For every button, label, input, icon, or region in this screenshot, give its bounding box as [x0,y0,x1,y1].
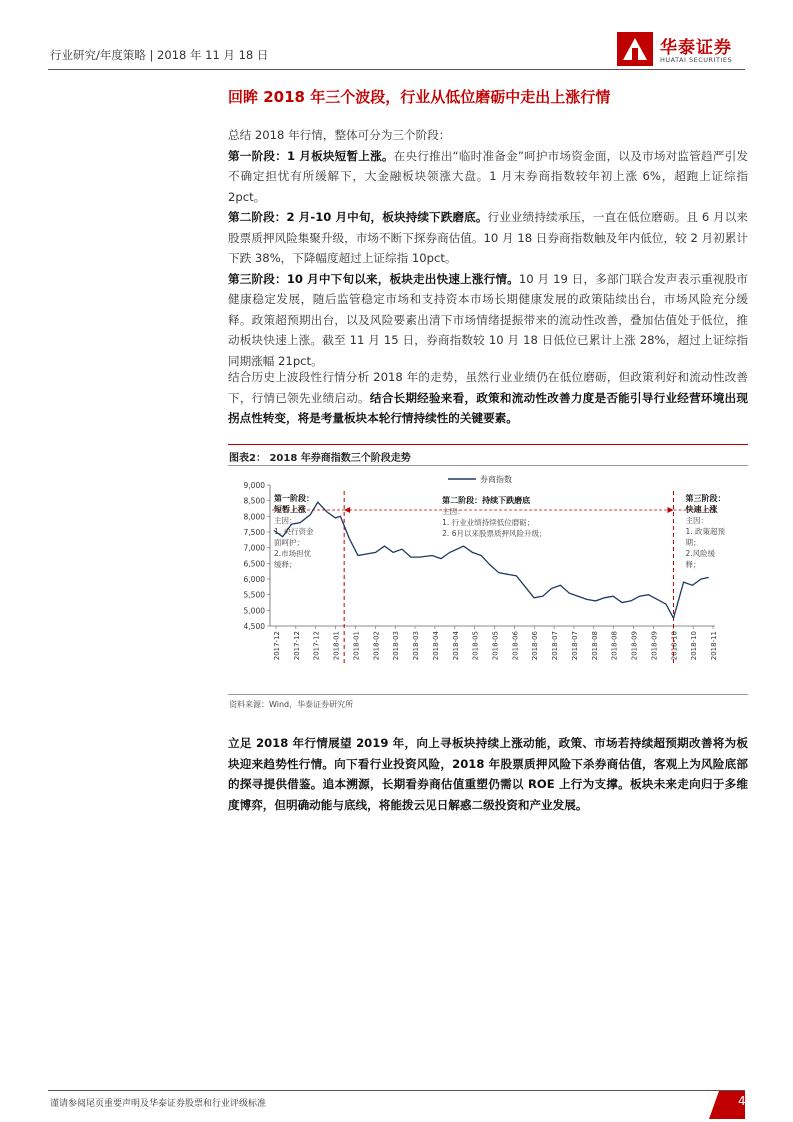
summary-bold: 结合长期经验来看，政策和流动性改善力度是否能引导行业经营环境出现拐点性转变，将是考量板块本轮行情持续性的关键要素。 [228,390,748,425]
y-tick-label: 8,500 [243,496,265,506]
logo-name: 华泰证券 [660,38,732,58]
x-tick-label: 2017-12 [312,631,321,661]
stage3-text [228,269,748,372]
annotation-2-title: 第二阶段：持续下跌磨底 [442,496,531,505]
annotation-1-line: 缓释； [274,560,297,569]
arrow-head-right [668,507,674,513]
broker-index-chart [228,468,748,690]
footer-divider [48,1090,745,1091]
y-tick-label: 6,500 [243,559,265,569]
stage1-body: 在央行推出“临时准备金”呵护市场资金面，以及市场对监管趋严引发不确定担忧有所缓解下，大金融板块领涨大盘。1 月末券商指数较年初上涨 6%，超跑上证综指 2pct。 [228,148,748,204]
annotation-1-line: 面呵护； [274,538,304,547]
x-tick-label: 2018-07 [551,631,560,661]
arrow-head-left [344,507,350,513]
annotation-3-title2: 快速上涨 [685,505,718,514]
summary-body: 结合历史上波段性行情分析 2018 年的走势，虽然行业业绩仍在低位磨砺，但政策利好和流动性改善下，行情已领先业绩启动。 [228,370,748,405]
annotation-3-title: 第三阶段： [685,494,726,503]
figure-bottom-rule [228,694,748,695]
figure-title: 图表2： 2018 年券商指数三个阶段走势 [229,453,411,464]
summary-paragraph [228,367,748,429]
annotation-1-title: 第一阶段： [274,494,314,503]
stage2-body: 行业业绩持续承压，一直在低位磨砺。且 6 月以来股票质押风险集聚升级，市场不断下探券商估值。10 月 18 日券商指数触及年内低位，较 2 月初累计下跌 38%，下降幅度超过上证综指 10pct。 [228,210,749,265]
section-title: 回眸 2018 年三个波段，行业从低位磨砺中走出上涨行情 [228,88,611,106]
y-tick-label: 4,500 [243,622,265,631]
x-tick-label: 2018-08 [610,631,619,661]
y-tick-label: 8,000 [243,512,265,522]
annotation-2-line: 2. 6月以来股票质押风险升级； [442,529,547,538]
annotation-3-line: 期； [685,538,701,547]
x-tick-label: 2018-01 [332,631,341,661]
annotation-3-line: 1. 政策超预 [685,527,726,536]
x-tick-label: 2018-06 [511,631,520,661]
x-tick-label: 2018-09 [630,631,639,661]
header-divider [48,69,745,70]
stage2-heading: 第二阶段：2 月-10 月中旬，板块持续下跌磨底。 [228,210,488,224]
y-tick-label: 5,000 [243,606,265,616]
x-tick-label: 2017-12 [273,631,281,661]
y-tick-label: 6,000 [243,575,265,584]
y-tick-label: 7,000 [243,543,265,553]
stage1-text [228,146,748,208]
y-tick-label: 9,000 [243,481,265,490]
x-tick-label: 2018-10 [690,631,699,661]
stage2-text [228,207,748,269]
stage3-heading: 第三阶段：10 月中下旬以来，板块走出快速上涨行情。 [228,271,519,286]
figure-source: 资料来源：Wind，华泰证券研究所 [229,700,354,709]
x-tick-label: 2018-05 [471,631,480,661]
y-tick-label: 5,500 [243,590,265,600]
logo-en: HUATAI SECURITIES [660,56,733,64]
annotation-1-line: 1. 央行资金 [274,527,314,536]
annotation-2-line: 1. 行业业绩持续低位磨砺； [442,518,535,527]
x-tick-label: 2018-05 [491,631,500,661]
annotation-1-line: 主因： [274,516,297,525]
x-tick-label: 2018-04 [451,631,460,661]
x-tick-label: 2018-09 [650,631,659,661]
x-tick-label: 2018-04 [431,631,440,661]
header-breadcrumb: 行业研究/年度策略 | 2018 年 11 月 18 日 [50,48,269,62]
x-tick-label: 2018-03 [412,631,421,661]
page-number: 4 [738,1094,746,1108]
x-tick-label: 2018-10 [670,631,679,661]
y-tick-label: 7,500 [243,528,265,537]
annotation-1-title2: 短暂上涨 [274,505,306,514]
annotation-1-line: 2.市场担忧 [274,549,312,558]
x-tick-label: 2018-01 [352,631,361,661]
x-tick-label: 2018-08 [590,631,599,661]
x-tick-label: 2018-03 [392,631,401,661]
figure-mid-rule [228,465,748,466]
footer-disclaimer: 谨请参阅尾页重要声明及华泰证券股票和行业评级标准 [50,1099,267,1109]
legend-label: 券商指数 [480,475,512,484]
stages-paragraph [228,125,748,371]
stage1-heading: 第一阶段：1 月板块短暂上涨。 [228,148,394,163]
annotation-3-line: 2.风险缓 [685,549,716,558]
x-tick-label: 2018-02 [372,631,381,661]
figure-top-rule [228,444,748,445]
x-tick-label: 2018-06 [531,631,540,661]
annotation-3-line: 释； [685,560,701,569]
x-tick-label: 2018-11 [710,631,718,661]
x-tick-label: 2017-12 [292,631,301,661]
x-tick-label: 2018-07 [570,631,579,661]
annotation-3-line: 主因： [685,516,709,525]
conclusion-paragraph: 立足 2018 年行情展望 2019 年，向上寻板块持续上涨动能，政策、市场若持续超预期改善将为板块迎来趋势性行情。向下看行业投资风险，2018 年股票质押风险下杀券商估值，客观上为风险底部的探寻提供借鉴。追本溯源，长期看券商估值重塑仍需以 ROE 上行为支撑。板块未来走向归于多维度博弈，但明确动能与底线，将能拨云见日解惑二级投资和产业发展。 [228,736,748,812]
intro-text: 总结 2018 年行情，整体可分为三个阶段： [228,128,451,142]
stage3-body: 10 月 19 日，多部门联合发声表示重视股市健康稳定发展，随后监管稳定市场和支持资本市场长期健康发展的政策陆续出台，市场风险充分缓释。政策超预期出台，以及风险要素出清下市场情绪提振带来的流动性改善，叠加估值处于低位，推动板块快速上涨。截至 11 月 15 日，券商指数较 10 月 18 日低位已累计上涨 28%，超过上证综指同期涨幅 21pct。 [228,271,748,368]
annotation-2-line: 主因： [442,507,465,516]
